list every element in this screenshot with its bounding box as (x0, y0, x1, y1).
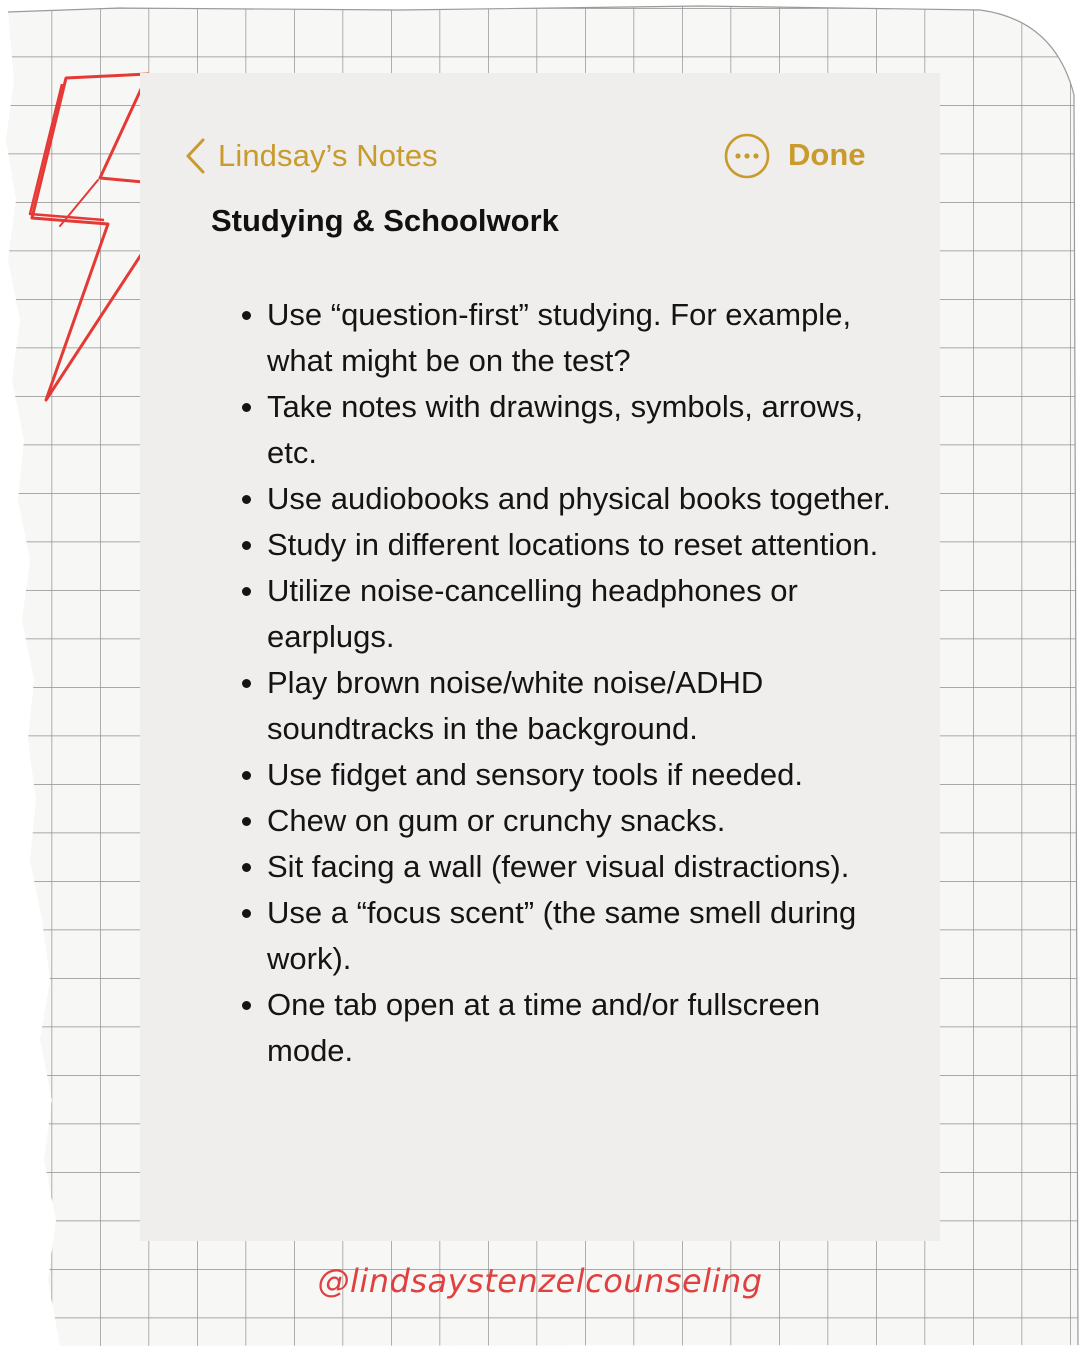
list-item: Play brown noise/white noise/ADHD soundtracks in the background. (267, 660, 897, 752)
list-item: Use “question-first” studying. For example, what might be on the test? (267, 292, 897, 384)
list-item: Use fidget and sensory tools if needed. (267, 752, 897, 798)
list-item: Study in different locations to reset attention. (267, 522, 897, 568)
note-card (140, 73, 940, 1241)
chevron-left-icon (184, 137, 206, 175)
list-item: Use audiobooks and physical books together. (267, 476, 897, 522)
list-item: Take notes with drawings, symbols, arrows, etc. (267, 384, 897, 476)
list-item: Use a “focus scent” (the same smell during work). (267, 890, 897, 982)
back-button[interactable] (184, 134, 438, 178)
social-handle: @lindsaystenzelcounseling (317, 1262, 763, 1300)
more-button[interactable] (724, 133, 770, 179)
back-label: Lindsay’s Notes (218, 138, 438, 173)
list-item: One tab open at a time and/or fullscreen mode. (267, 982, 897, 1074)
ellipsis-circle-icon (724, 133, 770, 179)
list-item: Chew on gum or crunchy snacks. (267, 798, 897, 844)
list-item: Sit facing a wall (fewer visual distractions). (267, 844, 897, 890)
note-title: Studying & Schoolwork (211, 203, 559, 238)
done-button[interactable]: Done (788, 137, 866, 172)
list-item: Utilize noise-cancelling headphones or earplugs. (267, 568, 897, 660)
note-bullet-list (267, 292, 897, 1074)
